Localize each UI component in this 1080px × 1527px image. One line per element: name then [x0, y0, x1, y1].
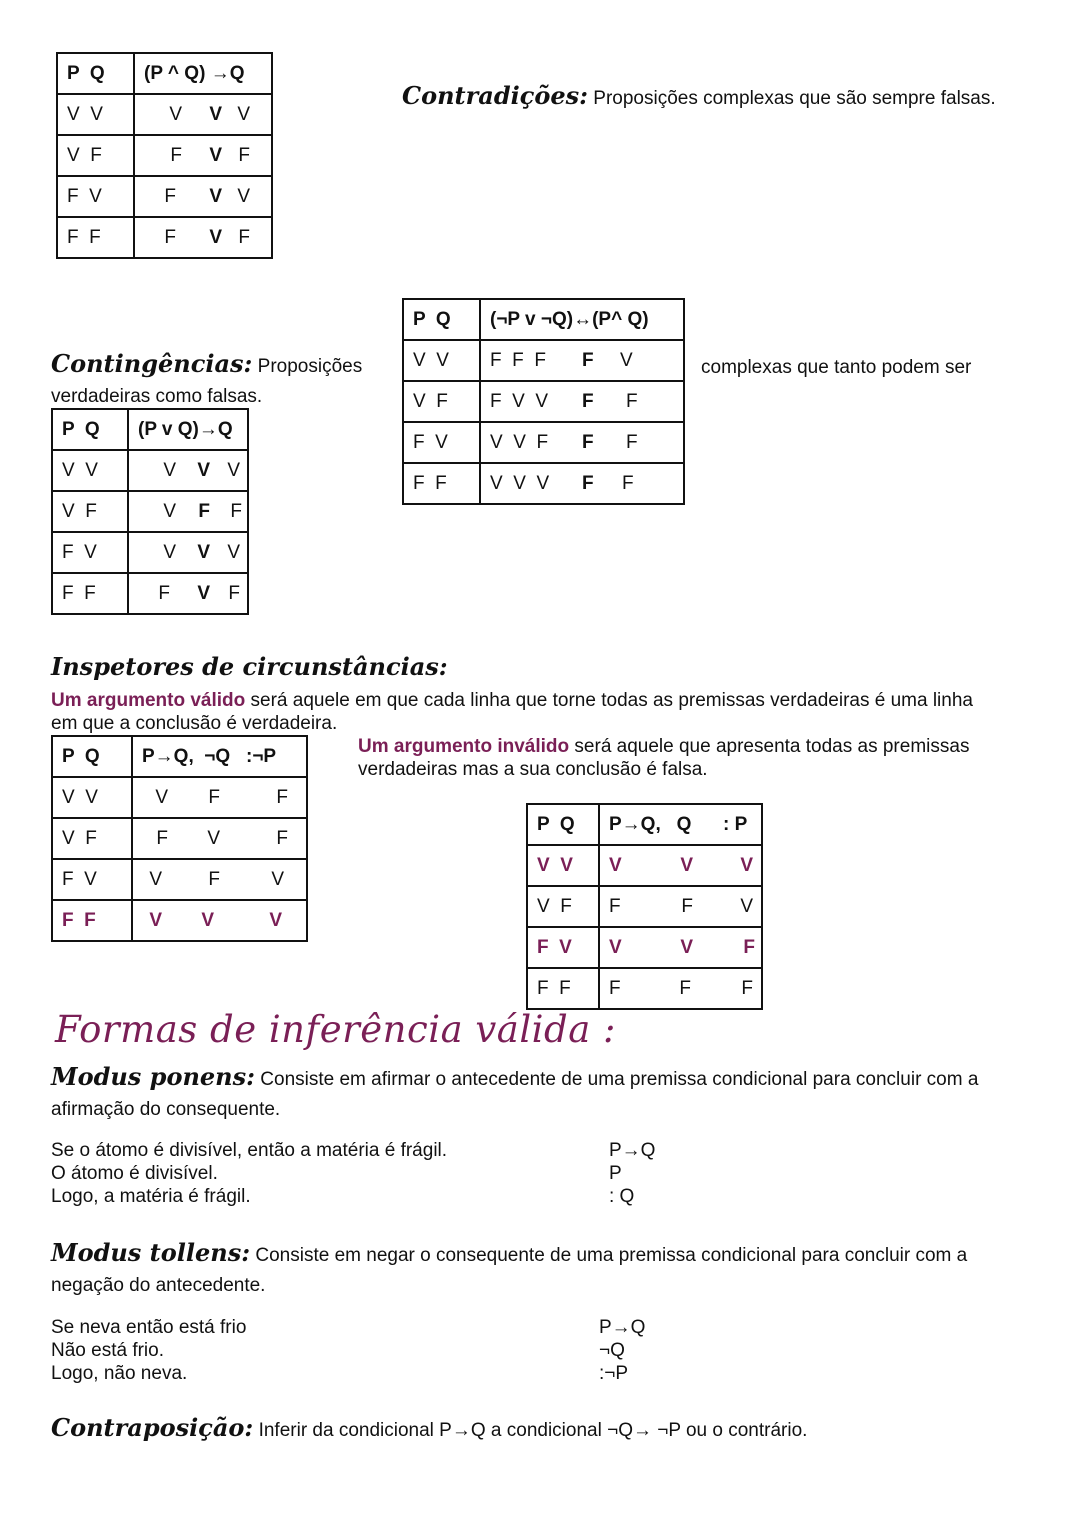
header-pq: P Q — [527, 804, 599, 845]
header-pq: P Q — [57, 53, 134, 94]
contingencias-text-1: Proposições — [252, 356, 363, 377]
cell-values: F F F F V — [480, 340, 684, 381]
tollens-paragraph — [51, 1238, 1051, 1301]
ponens-line-3: Logo, a matéria é frágil. — [51, 1186, 251, 1207]
contraposicao-text: Inferir da condicional P→Q a condicional ¬Q→ ¬P ou o contrário. — [253, 1420, 808, 1441]
cell-values: V V V — [134, 94, 272, 135]
inspetores-heading: Inspetores de circunstâncias: — [51, 652, 448, 681]
ponens-line-2: O átomo é divisível. — [51, 1163, 218, 1184]
truth-table-contradiction — [402, 298, 685, 505]
valid-argument-term: Um argumento válido — [51, 690, 246, 711]
cell-values: F V V F F — [480, 381, 684, 422]
cell-values: V V V — [128, 532, 248, 573]
formas-title: Formas de inferência válida : — [55, 1008, 616, 1051]
cell-values: F F F — [599, 968, 762, 1009]
header-formula: (¬P v ¬Q)↔(P^ Q) — [480, 299, 684, 340]
cell-pq: V F — [527, 886, 599, 927]
cell-pq: V V — [52, 777, 132, 818]
truth-table-tautology — [56, 52, 273, 259]
ponens-text-1: Consiste em afirmar o antecedente de uma premissa condicional para concluir com a — [255, 1069, 979, 1090]
contradicoes-paragraph — [402, 81, 996, 110]
header-formula: (P ^ Q) →Q — [134, 53, 272, 94]
contingencias-heading: Contingências: — [51, 349, 253, 378]
header-formula: P→Q, Q : P — [599, 804, 762, 845]
cell-values: V F F — [128, 491, 248, 532]
ponens-symbols — [609, 1139, 655, 1208]
header-pq: P Q — [403, 299, 480, 340]
cell-values: F V F — [134, 135, 272, 176]
tollens-text-1: Consiste em negar o consequente de uma premissa condicional para concluir com a — [250, 1245, 968, 1266]
valid-argument-paragraph — [51, 689, 1051, 735]
cell-values: F F V — [599, 886, 762, 927]
tollens-symbol-3: :¬P — [599, 1363, 629, 1384]
valid-argument-text-1: será aquele em que cada linha que torne todas as premissas verdadeiras é uma linha — [245, 690, 973, 711]
cell-pq-highlighted: F V — [527, 927, 599, 968]
header-pq: P Q — [52, 736, 132, 777]
tollens-line-1: Se neva então está frio — [51, 1317, 247, 1338]
cell-pq: F V — [403, 422, 480, 463]
contradicoes-text: Proposições complexas que são sempre falsas. — [588, 88, 996, 109]
ponens-heading: Modus ponens: — [51, 1062, 255, 1091]
cell-pq: V F — [52, 818, 132, 859]
tollens-heading: Modus tollens: — [51, 1238, 251, 1267]
invalid-argument-text-2: verdadeiras mas a sua conclusão é falsa. — [358, 759, 708, 780]
cell-pq: F F — [403, 463, 480, 504]
cell-pq: V F — [57, 135, 134, 176]
invalid-argument-term: Um argumento inválido — [358, 736, 570, 757]
cell-pq: V F — [403, 381, 480, 422]
tollens-symbol-1: P→Q — [599, 1317, 646, 1338]
ponens-symbol-3: : Q — [609, 1186, 635, 1207]
tollens-line-3: Logo, não neva. — [51, 1363, 188, 1384]
cell-pq: F V — [52, 532, 128, 573]
header-pq: P Q — [52, 409, 128, 450]
invalid-argument-text-1: será aquele que apresenta todas as premissas — [569, 736, 970, 757]
contraposicao-heading: Contraposição: — [51, 1413, 254, 1442]
cell-values: F V V — [134, 176, 272, 217]
cell-values: F V F — [134, 217, 272, 258]
cell-values: F V F — [132, 818, 307, 859]
header-formula: (P v Q)→Q — [128, 409, 248, 450]
cell-values: F V F — [128, 573, 248, 614]
contradicoes-heading: Contradições: — [402, 81, 588, 110]
tollens-symbol-2: ¬Q — [599, 1340, 625, 1361]
contingencias-side-text: complexas que tanto podem ser — [701, 357, 972, 378]
cell-pq: V V — [52, 450, 128, 491]
cell-pq: V V — [403, 340, 480, 381]
invalid-argument-paragraph — [358, 735, 1058, 781]
ponens-text-2: afirmação do consequente. — [51, 1099, 281, 1120]
cell-values: V V V — [128, 450, 248, 491]
contraposicao-paragraph — [51, 1413, 808, 1442]
cell-pq-highlighted: F F — [52, 900, 132, 941]
header-formula: P→Q, ¬Q :¬P — [132, 736, 307, 777]
cell-values-highlighted: V V F — [599, 927, 762, 968]
tollens-example — [51, 1316, 246, 1385]
cell-pq: F V — [52, 859, 132, 900]
cell-pq: F F — [527, 968, 599, 1009]
ponens-symbol-1: P→Q — [609, 1140, 656, 1161]
truth-table-valid-argument — [51, 735, 308, 942]
tollens-line-2: Não está frio. — [51, 1340, 164, 1361]
ponens-line-1: Se o átomo é divisível, então a matéria é frágil. — [51, 1140, 448, 1161]
ponens-symbol-2: P — [609, 1163, 622, 1184]
cell-values: V F F — [132, 777, 307, 818]
cell-pq: F F — [52, 573, 128, 614]
cell-pq: F F — [57, 217, 134, 258]
cell-values: V V F F F — [480, 422, 684, 463]
tollens-symbols — [599, 1316, 645, 1385]
cell-values-highlighted: V V V — [599, 845, 762, 886]
contingencias-paragraph — [51, 349, 363, 378]
cell-values: V F V — [132, 859, 307, 900]
ponens-example — [51, 1139, 447, 1208]
ponens-paragraph — [51, 1062, 1051, 1125]
contingencias-text-2: verdadeiras como falsas. — [51, 386, 263, 407]
tollens-text-2: negação do antecedente. — [51, 1275, 266, 1296]
truth-table-invalid-argument — [526, 803, 763, 1010]
cell-pq: V F — [52, 491, 128, 532]
cell-pq-highlighted: V V — [527, 845, 599, 886]
valid-argument-text-2: em que a conclusão é verdadeira. — [51, 713, 338, 734]
cell-values: V V V F F — [480, 463, 684, 504]
cell-values-highlighted: V V V — [132, 900, 307, 941]
truth-table-contingency — [51, 408, 249, 615]
cell-pq: F V — [57, 176, 134, 217]
cell-pq: V V — [57, 94, 134, 135]
